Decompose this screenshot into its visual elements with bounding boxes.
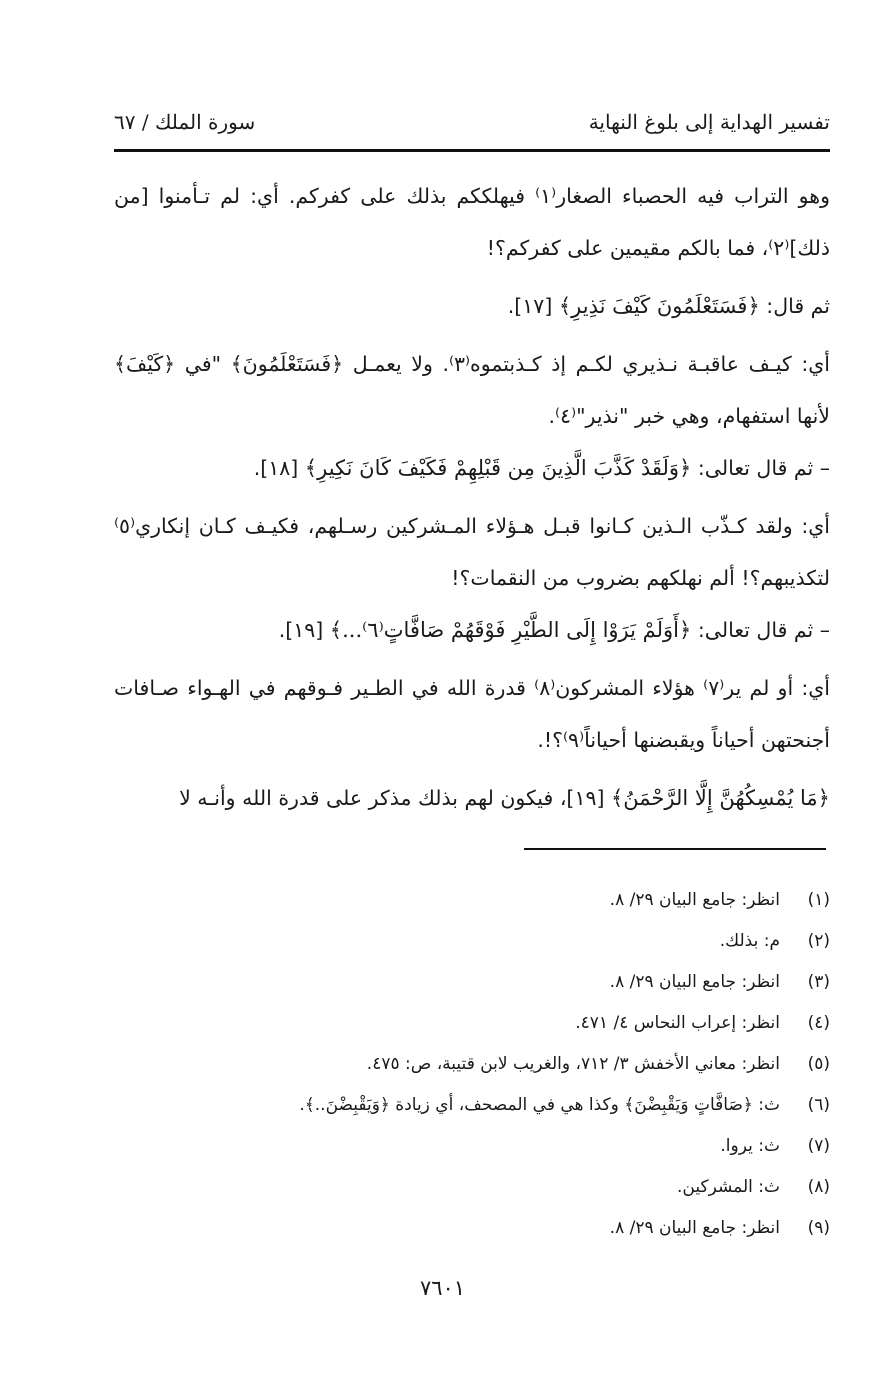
footnotes: [170, 880, 830, 1249]
quran-verse: ﴿أَوَلَمْ يَرَوْا إِلَى الطَّيْرِ فَوْقَهُمْ صَافَّاتٍ⁽٦⁾...﴾: [329, 618, 692, 642]
footnote: [170, 1085, 830, 1126]
footnote-text: انظر: جامع البيان ٢٩/ ٨.: [609, 972, 780, 992]
footnote: [170, 1167, 830, 1208]
paragraph: أي: أو لم ير⁽٧⁾ هؤلاء المشركون⁽٨⁾ قدرة الله في الطـير فـوقهم في الهـواء صـافات أجنحتهن أحياناً ويقبضنها أحياناً⁽٩⁾؟!.: [114, 676, 830, 752]
paragraph: وهو التراب فيه الحصباء الصغار⁽١⁾ فيهلككم بذلك على كفركم. أي: لم تـأمنوا [من ذلك]⁽٢⁾، فما بالكم مقيمين على كفركم؟!: [114, 184, 830, 260]
footnote-text: انظر: جامع البيان ٢٩/ ٨.: [609, 890, 780, 910]
footnote: [170, 1003, 830, 1044]
footnote-number: (٦): [807, 1095, 830, 1115]
paragraph: [114, 604, 830, 656]
paragraph-suffix: [١٩]، فيكون لهم بذلك مذكر على قدرة الله وأنـه لا: [179, 786, 611, 810]
footnote: [170, 880, 830, 921]
footnote-number: (٣): [807, 972, 830, 992]
footnote-text: انظر: إعراب النحاس ٤/ ٤٧١.: [575, 1013, 780, 1033]
paragraph-prefix: – ثم قال تعالى:: [691, 456, 830, 480]
footnote: [170, 1126, 830, 1167]
footnote-number: (٢): [807, 931, 830, 951]
paragraph-prefix: ثم قال:: [759, 294, 830, 318]
footnote-text: ث: المشركين.: [677, 1177, 780, 1197]
verse-number: [١٧].: [507, 294, 559, 318]
page-number: ٧٦٠١: [419, 1276, 466, 1300]
footnote-text: ث: ﴿صَافَّاتٍ وَيَقْبِضْنَ﴾ وكذا هي في المصحف، أي زيادة ﴿وَيَقْبِضْنَ..﴾.: [299, 1095, 780, 1115]
footnote-rule: [524, 848, 826, 850]
quran-verse: ﴿مَا يُمْسِكُهُنَّ إِلَّا الرَّحْمَنُ﴾: [610, 786, 830, 810]
footnote-text: م: بذلك.: [719, 931, 780, 951]
footnote-text: انظر: معاني الأخفش ٣/ ٧١٢، والغريب لابن قتيبة، ص: ٤٧٥.: [366, 1054, 780, 1074]
footnote-number: (٩): [807, 1218, 830, 1238]
paragraph: [114, 442, 830, 494]
footnote-number: (١): [807, 890, 830, 910]
quran-verse: ﴿فَسَتَعْلَمُونَ كَيْفَ نَذِيرِ﴾: [558, 294, 760, 318]
footnote-number: (٧): [807, 1136, 830, 1156]
footnote-number: (٤): [807, 1013, 830, 1033]
paragraph: أي: كيـف عاقبـة نـذيري لكـم إذ كـذبتموه⁽٣⁾. ولا يعمـل ﴿فَسَتَعْلَمُونَ﴾ "في ﴿كَيْفَ﴾ لأنها استفهام، وهي خبر "نذير"⁽٤⁾.: [114, 352, 830, 428]
quran-verse: ﴿وَلَقَدْ كَذَّبَ الَّذِينَ مِن قَبْلِهِمْ فَكَيْفَ كَانَ نَكِيرِ﴾: [304, 456, 692, 480]
running-header: [114, 106, 830, 146]
footnote: [170, 962, 830, 1003]
surah-label: سورة الملك / ٦٧: [114, 110, 256, 134]
paragraph-prefix: – ثم قال تعالى:: [691, 618, 830, 642]
paragraph: [114, 280, 830, 332]
paragraph: [114, 772, 830, 824]
book-title: تفسير الهداية إلى بلوغ النهاية: [588, 110, 830, 134]
footnote: [170, 921, 830, 962]
footnote: [170, 1044, 830, 1085]
footnote-text: انظر: جامع البيان ٢٩/ ٨.: [609, 1218, 780, 1238]
footnote: [170, 1208, 830, 1249]
footnote-number: (٨): [807, 1177, 830, 1197]
paragraph: أي: ولقد كـذّب الـذين كـانوا قبـل هـؤلاء المـشركين رسـلهم، فكيـف كـان إنكاري⁽٥⁾ لتكذيبهم؟! ألم نهلكهم بضروب من النقمات؟!: [114, 514, 830, 590]
main-text: [114, 170, 830, 824]
header-rule: [114, 149, 830, 152]
footnote-text: ث: يروا.: [720, 1136, 780, 1156]
verse-number: [١٩].: [278, 618, 330, 642]
footnote-number: (٥): [807, 1054, 830, 1074]
verse-number: [١٨].: [253, 456, 305, 480]
